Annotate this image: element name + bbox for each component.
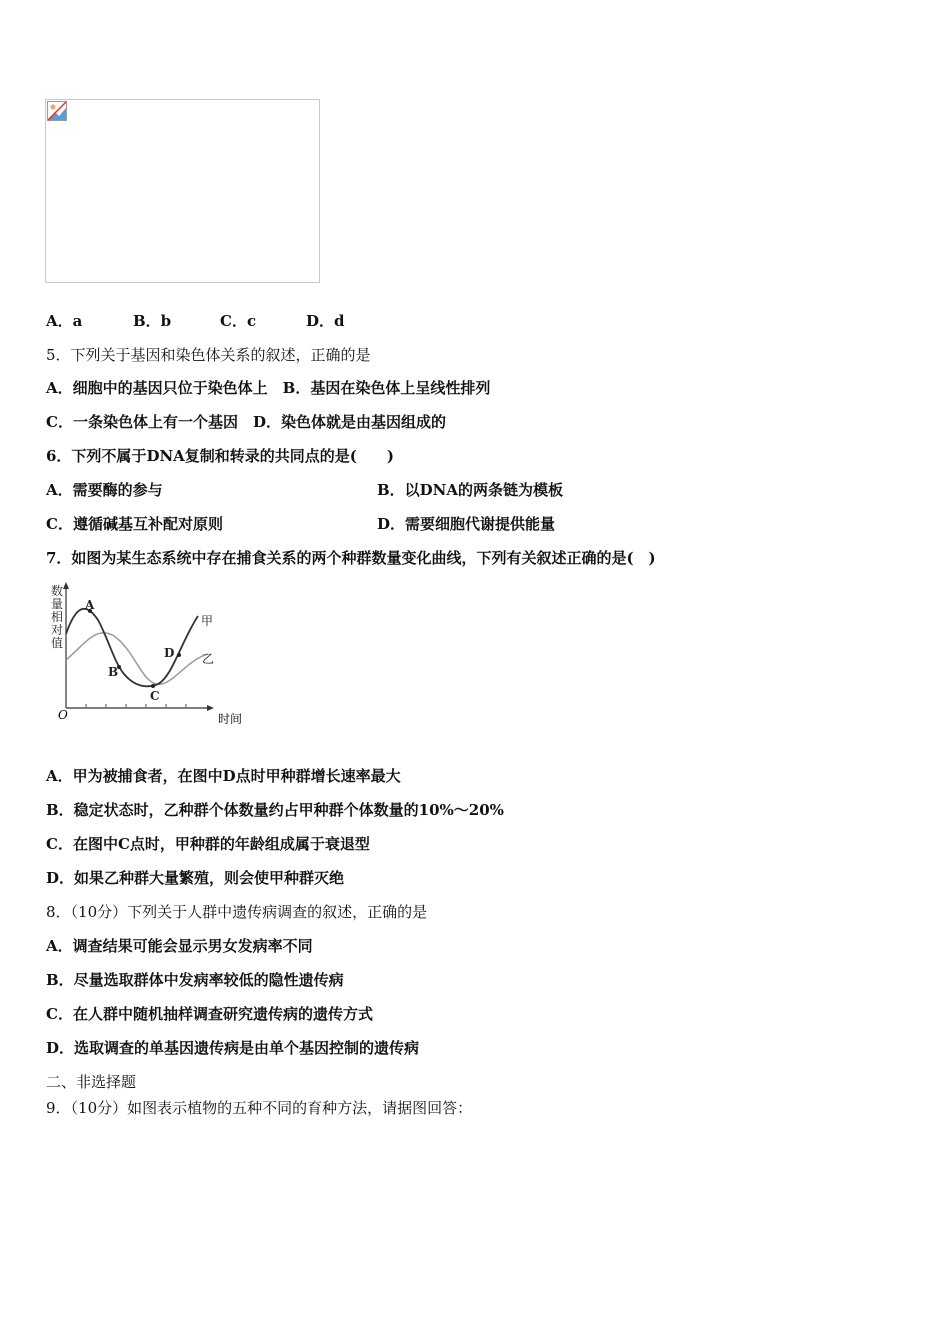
point-d-label: D <box>164 646 175 660</box>
q8-option-b: B．尽量选取群体中发病率较低的隐性遗传病 <box>46 971 344 989</box>
q8-option-c: C．在人群中随机抽样调查研究遗传病的遗传方式 <box>46 1005 373 1023</box>
point-c-label: C <box>150 689 160 703</box>
q6-option-d: D．需要细胞代谢提供能量 <box>377 515 556 533</box>
q5-option-a: A．细胞中的基因只位于染色体上 <box>46 379 268 397</box>
series-jia-label: 甲 <box>201 614 214 628</box>
q5-options-cd <box>46 412 446 432</box>
q6-option-b: B．以DNA的两条链为模板 <box>377 481 564 499</box>
point-a-label: A <box>85 598 95 612</box>
x-axis-label: 时间 <box>218 712 243 726</box>
x-axis-arrow <box>207 705 214 711</box>
section-heading: 二、非选择题 <box>46 1073 137 1091</box>
q8-stem: 8．（10分）下列关于人群中遗传病调查的叙述，正确的是 <box>46 903 428 921</box>
y-axis-arrow <box>63 582 69 589</box>
point-c-dot <box>151 684 155 688</box>
q5-options-ab <box>46 378 490 398</box>
q5-option-d: D．染色体就是由基因组成的 <box>252 413 446 431</box>
q6-option-a: A．需要酶的参与 <box>46 481 163 499</box>
q7-option-a: A．甲为被捕食者，在图中D点时甲种群增长速率最大 <box>46 767 401 785</box>
q6-stem: 6．下列不属于DNA复制和转录的共同点的是( ) <box>46 447 394 465</box>
q7-option-b: B．稳定状态时，乙种群个体数量约占甲种群个体数量的10%～20% <box>46 801 504 819</box>
broken-image-placeholder <box>45 99 320 283</box>
q7-option-c: C．在图中C点时，甲种群的年龄组成属于衰退型 <box>46 835 370 853</box>
y-axis-label-char: 数 <box>51 584 64 598</box>
q6-option-c: C．遵循碱基互补配对原则 <box>46 515 223 533</box>
q9-stem: 9．（10分）如图表示植物的五种不同的育种方法，请据图回答： <box>46 1099 473 1117</box>
q8-option-d: D．选取调查的单基因遗传病是由单个基因控制的遗传病 <box>46 1039 420 1057</box>
y-axis-label-char: 量 <box>51 597 64 611</box>
q5-option-c: C．一条染色体上有一个基因 <box>46 413 238 431</box>
q4-option-c: C．c <box>220 312 257 330</box>
q8-option-a: A．调查结果可能会显示男女发病率不同 <box>46 937 313 955</box>
broken-image-icon <box>47 101 67 121</box>
q7-stem: 7．如图为某生态系统中存在捕食关系的两个种群数量变化曲线，下列有关叙述正确的是( ) <box>46 549 656 567</box>
y-axis-label-char: 值 <box>51 636 64 650</box>
q7-option-d: D．如果乙种群大量繁殖，则会使甲种群灭绝 <box>46 869 345 887</box>
q4-option-d: D．d <box>306 312 345 330</box>
y-axis-label-char: 对 <box>51 623 64 637</box>
point-b-label: B <box>108 665 119 679</box>
q5-option-b: B．基因在染色体上呈线性排列 <box>282 379 491 397</box>
y-axis-label-char: 相 <box>51 610 64 624</box>
curve-yi <box>66 633 208 685</box>
point-d-dot <box>177 653 181 657</box>
predator-prey-graph <box>46 580 251 730</box>
q4-options <box>46 311 345 331</box>
q5-stem: 5．下列关于基因和染色体关系的叙述，正确的是 <box>46 346 371 364</box>
series-yi-label: 乙 <box>202 652 215 666</box>
q4-option-a: A．a <box>46 312 83 330</box>
q4-option-b: B．b <box>133 312 172 330</box>
origin-label: O <box>58 708 68 722</box>
